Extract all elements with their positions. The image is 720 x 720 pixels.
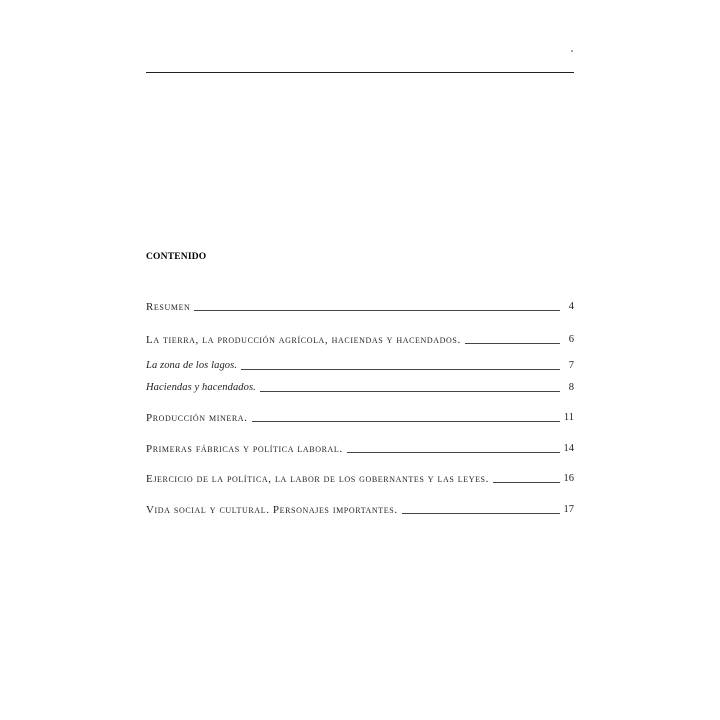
toc-leader	[194, 310, 560, 311]
toc-page-number: 4	[568, 301, 574, 312]
toc-entry-title: Haciendas y hacendados.	[146, 382, 256, 393]
toc-leader	[465, 343, 560, 344]
toc-page-number: 17	[563, 504, 574, 515]
toc-page-number: 6	[568, 334, 574, 345]
toc-entry-title: Vida social y cultural. Personajes importantes.	[146, 504, 398, 516]
toc-entry-title: Resumen	[146, 301, 191, 313]
toc-page-number: 16	[563, 473, 574, 484]
toc-entry-title: Producción minera.	[146, 412, 248, 424]
toc-entry-haciendas[interactable]	[146, 381, 574, 395]
page-mark	[571, 50, 573, 52]
toc-page-number: 7	[568, 360, 574, 371]
toc-leader	[402, 513, 560, 514]
toc-entry-resumen[interactable]	[146, 300, 574, 314]
toc-leader	[347, 452, 560, 453]
toc-entry-tierra[interactable]	[146, 333, 574, 347]
toc-leader	[260, 391, 560, 392]
toc-page-number: 8	[568, 382, 574, 393]
toc-page-number: 14	[563, 443, 574, 454]
toc-page-number: 11	[563, 412, 574, 423]
toc-heading: CONTENIDO	[146, 252, 207, 262]
toc-entry-title: Ejercicio de la política, la labor de los gobernantes y las leyes.	[146, 473, 489, 485]
toc-leader	[241, 369, 560, 370]
toc-entry-title: La zona de los lagos.	[146, 360, 238, 371]
toc-entry-mineria[interactable]	[146, 411, 574, 425]
toc-entry-vida-social[interactable]	[146, 503, 574, 517]
toc-leader	[252, 421, 560, 422]
toc-leader	[493, 482, 560, 483]
header-rule	[146, 72, 574, 73]
toc-entry-title: La tierra, la producción agrícola, haciendas y hacendados.	[146, 334, 461, 346]
toc-entry-lagos[interactable]	[146, 359, 574, 373]
toc-entry-fabricas[interactable]	[146, 442, 574, 456]
toc-entry-title: Primeras fábricas y política laboral.	[146, 443, 343, 455]
toc-entry-politica[interactable]	[146, 472, 574, 486]
